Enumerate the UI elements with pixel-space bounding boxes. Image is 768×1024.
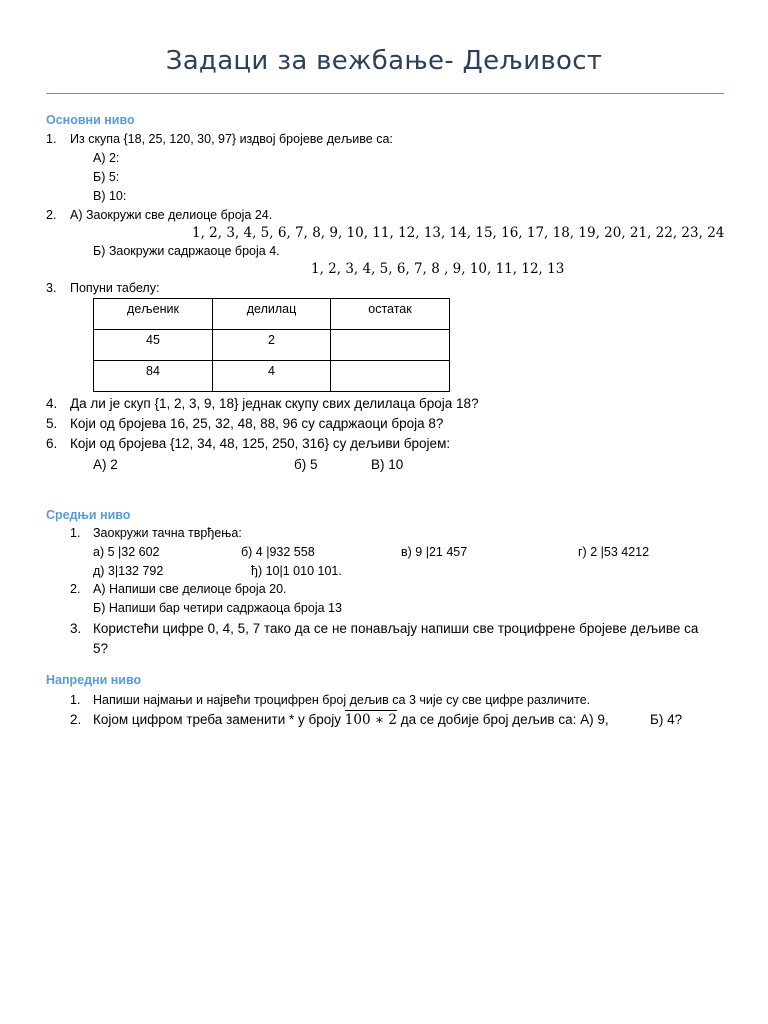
section-heading-middle: Средњи ниво — [46, 508, 131, 522]
question-number: 2. — [70, 712, 82, 727]
question-text: Напиши најмањи и највећи троцифрен број дељив са 3 чије су све цифре различите. — [93, 693, 591, 707]
table-row — [94, 361, 450, 392]
title-underline — [46, 93, 724, 94]
statement-option: ђ) 10|1 010 101. — [251, 564, 342, 578]
table-header-row — [94, 299, 450, 330]
answer-option: Б) 4? — [650, 712, 683, 727]
statement-option: б) 4 |932 558 — [241, 545, 315, 559]
question-number: 3. — [46, 281, 57, 295]
question-text-pre: Којом цифром треба заменити * у броју — [93, 712, 342, 727]
overlined-number: 100 ∗ 2 — [344, 712, 397, 728]
table-cell: 45 — [94, 330, 213, 361]
question-number: 2. — [70, 582, 81, 596]
table-cell — [331, 330, 450, 361]
answer-option: А) 2: — [93, 151, 120, 165]
division-table — [93, 298, 450, 392]
table-cell: 4 — [213, 361, 331, 392]
question-text: Заокружи тачна тврђења: — [93, 526, 242, 540]
answer-option: В) 10: — [93, 189, 127, 203]
section-heading-basic: Основни ниво — [46, 113, 135, 127]
answer-option: А) 2 — [93, 457, 118, 472]
answer-option: В) 10 — [371, 457, 404, 472]
number-list-24: 1, 2, 3, 4, 5, 6, 7, 8, 9, 10, 11, 12, 13, 14, 15, 16, 17, 18, 19, 20, 21, 22, 23, 24 — [192, 225, 725, 241]
statement-option: г) 2 |53 4212 — [578, 545, 650, 559]
number-list-13: 1, 2, 3, 4, 5, 6, 7, 8 , 9, 10, 11, 12, 13 — [311, 261, 565, 277]
question-number: 1. — [70, 526, 81, 540]
page-title: Задаци за вежбање- Дељивост — [165, 46, 603, 76]
question-number: 3. — [70, 621, 82, 636]
question-text: Б) Заокружи садржаоце броја 4. — [93, 244, 280, 258]
question-text — [93, 712, 609, 728]
answer-option: б) 5 — [294, 457, 318, 472]
question-text: Који од бројева 16, 25, 32, 48, 88, 96 су садржаоци броја 8? — [70, 416, 444, 431]
question-text: Из скупа {18, 25, 120, 30, 97} издвој бројеве дељиве са: — [70, 132, 393, 146]
question-text: Користећи цифре 0, 4, 5, 7 тако да се не понављају напиши све троцифрене бројеве дељиве са — [93, 621, 699, 636]
question-number: 5. — [46, 416, 58, 431]
question-text: Б) Напиши бар четири садржаоца броја 13 — [93, 601, 342, 615]
question-text: Попуни табелу: — [70, 281, 160, 295]
statement-option: д) 3|132 792 — [93, 564, 164, 578]
question-number: 6. — [46, 436, 58, 451]
table-header: дељеник — [94, 299, 213, 330]
question-number: 1. — [70, 693, 81, 707]
question-text: А) Заокружи све делиоце броја 24. — [70, 208, 273, 222]
question-text: А) Напиши све делиоце броја 20. — [93, 582, 287, 596]
table-cell: 84 — [94, 361, 213, 392]
question-text: Да ли је скуп {1, 2, 3, 9, 18} једнак скупу свих делилаца броја 18? — [70, 396, 479, 411]
table-cell — [331, 361, 450, 392]
question-number: 2. — [46, 208, 57, 222]
table-header: делилац — [213, 299, 331, 330]
table-row — [94, 330, 450, 361]
question-text-post: да се добије број дељив са: А) 9, — [400, 712, 609, 727]
statement-option: а) 5 |32 602 — [93, 545, 160, 559]
table-header: остатак — [331, 299, 450, 330]
question-text: 5? — [93, 641, 109, 656]
section-heading-advanced: Напредни ниво — [46, 673, 142, 687]
table-cell: 2 — [213, 330, 331, 361]
statement-option: в) 9 |21 457 — [401, 545, 468, 559]
question-number: 1. — [46, 132, 57, 146]
question-text: Који од бројева {12, 34, 48, 125, 250, 316} су дељиви бројем: — [70, 436, 451, 451]
question-number: 4. — [46, 396, 58, 411]
answer-option: Б) 5: — [93, 170, 120, 184]
